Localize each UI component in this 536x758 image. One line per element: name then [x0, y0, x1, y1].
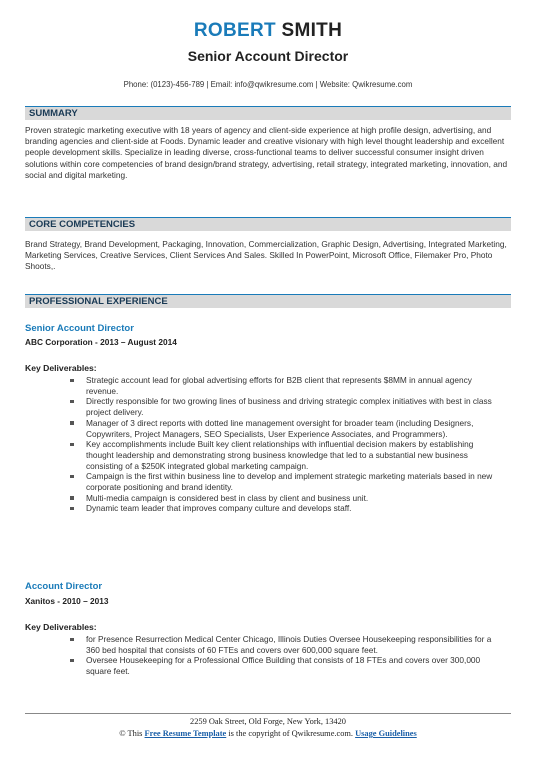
footer-divider: [25, 713, 511, 714]
summary-text: Proven strategic marketing executive with 18 years of agency and client-side experience at high profile design, advertising, and branding agencies and client-side at Foods. Dynamic leader and creative visionary with high level thought leadership and excellent people development skills. Specialize in leading diverse, cross-functional teams to deliver successful consumer insight driven solutions within core competencies of brand design/brand strategy, advertising, retail strategy, integrated marketing, innovation, and social and digital marketing.: [25, 125, 508, 180]
list-item: Strategic account lead for global advertising efforts for B2B client that represents $8MM in annual agency revenue.: [25, 375, 499, 396]
copyright-prefix: © This: [119, 729, 145, 738]
list-item: Key accomplishments include Built key client relationships with influential decision makers by establishing thought leadership and demonstrating strong business knowledge that led to a substantial new business consisting of a $250K integrated global marketing campaign.: [25, 439, 499, 471]
list-item: Campaign is the first within business line to develop and implement strategic marketing materials based in new corporate positioning and brand identity.: [25, 471, 499, 492]
list-item: Dynamic team leader that improves company culture and develops staff.: [25, 503, 499, 514]
deliverables-list: [25, 634, 499, 677]
candidate-name: [0, 20, 536, 42]
usage-guidelines-link[interactable]: Usage Guidelines: [355, 729, 417, 738]
experience-heading: PROFESSIONAL EXPERIENCE: [25, 294, 511, 308]
first-name: ROBERT: [193, 20, 276, 41]
competencies-text: Brand Strategy, Brand Development, Packaging, Innovation, Commercialization, Graphic Design, Advertising, Integrated Marketing, Marketing Services, Creative Services, Client Services And Sales. Skilled In PowerPoint, Microsoft Office, Filemaker Pro, Photo Shoots,.: [25, 239, 507, 272]
list-item: Multi-media campaign is considered best in class by client and business unit.: [25, 493, 499, 504]
list-item: Directly responsible for two growing lines of business and driving strategic complex initiatives with best in class project delivery.: [25, 396, 499, 417]
job-role: Senior Account Director: [25, 323, 134, 334]
job-role: Account Director: [25, 581, 103, 592]
competencies-heading: CORE COMPETENCIES: [25, 217, 511, 231]
footer-copyright: [0, 729, 536, 738]
deliverables-list: [25, 375, 499, 514]
footer-address: 2259 Oak Street, Old Forge, New York, 13420: [190, 717, 346, 726]
copyright-middle: is the copyright of Qwikresume.com.: [226, 729, 356, 738]
key-deliverables-label: Key Deliverables:: [25, 363, 97, 373]
list-item: Oversee Housekeeping for a Professional Office Building that consists of 18 FTEs and covers over 300,000 square feet.: [25, 655, 499, 676]
free-resume-template-link[interactable]: Free Resume Template: [144, 729, 227, 738]
list-item: for Presence Resurrection Medical Center Chicago, Illinois Duties Oversee Housekeeping responsibilities for a 360 bed hospital that consists of 60 FTEs and covers over 600,000 square feet.: [25, 634, 499, 655]
list-item: Manager of 3 direct reports with dotted line management oversight for broader team (including Designers, Copywriters, Project Managers, SEO Specialists, User Experience Associates, and Programmers).: [25, 418, 499, 439]
contact-line: Phone: (0123)-456-789 | Email: info@qwikresume.com | Website: Qwikresume.com: [123, 80, 413, 89]
job-company: Xanitos - 2010 – 2013: [25, 596, 109, 606]
job-company: ABC Corporation - 2013 – August 2014: [25, 337, 177, 347]
last-name: SMITH: [281, 20, 343, 41]
summary-heading: SUMMARY: [25, 106, 511, 120]
job-title: Senior Account Director: [187, 48, 349, 64]
key-deliverables-label: Key Deliverables:: [25, 622, 97, 632]
